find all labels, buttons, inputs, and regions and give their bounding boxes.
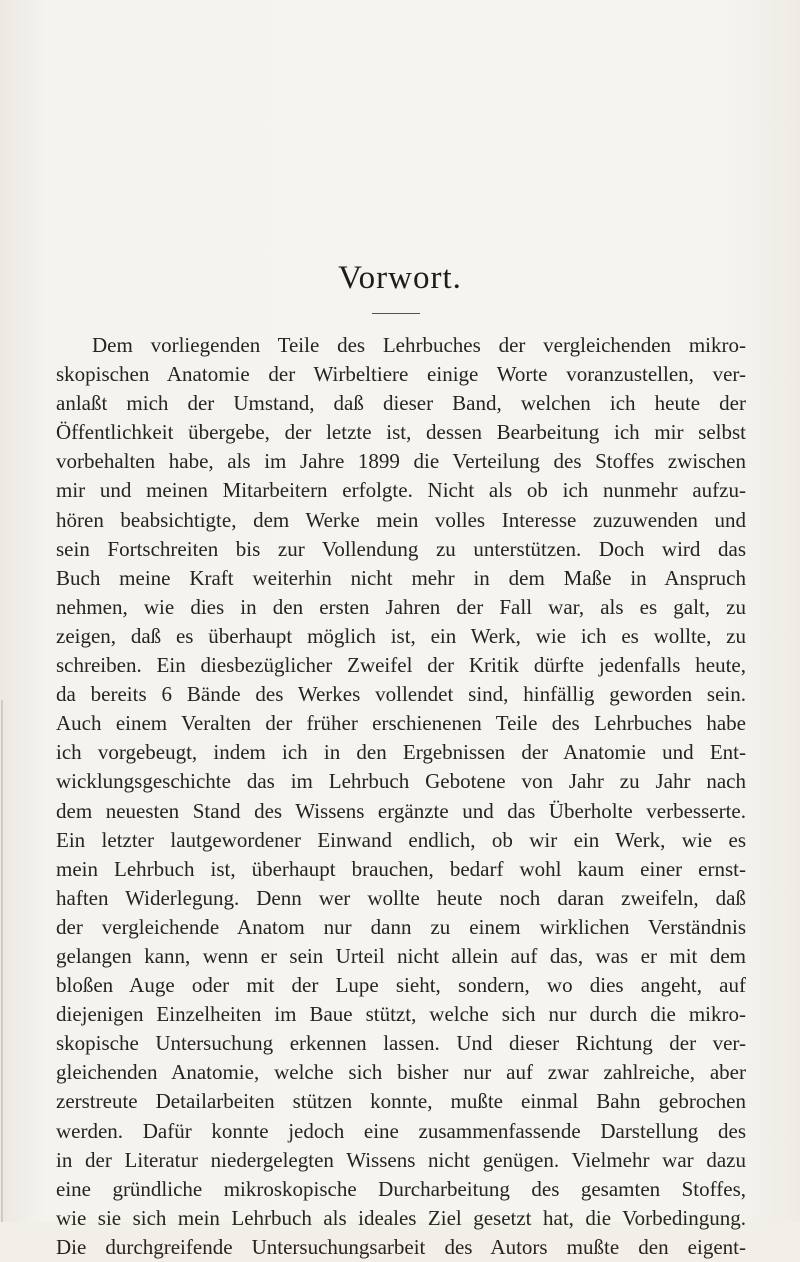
text-line: mein Lehrbuch ist, überhaupt brauchen, bedarf wohl kaum einer ernst-: [56, 856, 746, 881]
text-line: gelangen kann, wenn er sein Urteil nicht allein auf das, was er mit dem: [56, 943, 746, 968]
text-line: Ein letzter lautgewordener Einwand endlich, ob wir ein Werk, wie es: [56, 827, 746, 852]
text-line: eine gründliche mikroskopische Durcharbeitung des gesamten Stoffes,: [56, 1176, 746, 1201]
text-line: der vergleichende Anatom nur dann zu einem wirklichen Verständnis: [56, 914, 746, 939]
text-line: Die durchgreifende Untersuchungsarbeit des Autors mußte den eigent-: [56, 1234, 746, 1259]
text-line: ich vorgebeugt, indem ich in den Ergebnissen der Anatomie und Ent-: [56, 740, 746, 765]
text-line: sein Fortschreiten bis zur Vollendung zu unterstützen. Doch wird das: [56, 536, 746, 561]
text-line: vorbehalten habe, als im Jahre 1899 die Verteilung des Stoffes zwischen: [56, 449, 746, 474]
page-title: Vorwort.: [338, 260, 462, 296]
text-line: hören beabsichtigte, dem Werke mein volles Interesse zuzuwenden und: [56, 507, 746, 532]
text-line: gleichenden Anatomie, welche sich bisher nur auf zwar zahlreiche, aber: [56, 1060, 746, 1085]
text-line: anlaßt mich der Umstand, daß dieser Band, welchen ich heute der: [56, 391, 746, 416]
title-divider: [372, 313, 420, 314]
text-line: Öffentlichkeit übergebe, der letzte ist, dessen Bearbeitung ich mir selbst: [56, 420, 746, 445]
text-line: zeigen, daß es überhaupt möglich ist, ein Werk, wie ich es wollte, zu: [56, 623, 746, 648]
text-line: diejenigen Einzelheiten im Baue stützt, welche sich nur durch die mikro-: [56, 1002, 746, 1027]
text-line: wie sie sich mein Lehrbuch als ideales Ziel gesetzt hat, die Vorbedingung.: [56, 1205, 746, 1230]
text-line: zerstreute Detailarbeiten stützen konnte, mußte einmal Bahn gebrochen: [56, 1089, 746, 1114]
body-text: [56, 331, 746, 1262]
text-line: werden. Dafür konnte jedoch eine zusammenfassende Darstellung des: [56, 1118, 746, 1143]
text-line: schreiben. Ein diesbezüglicher Zweifel der Kritik dürfte jedenfalls heute,: [56, 653, 746, 678]
text-line: skopischen Anatomie der Wirbeltiere einige Worte voranzustellen, ver-: [56, 362, 746, 387]
text-line: wicklungsgeschichte das im Lehrbuch Gebotene von Jahr zu Jahr nach: [56, 769, 746, 794]
text-line: mir und meinen Mitarbeitern erfolgte. Nicht als ob ich nunmehr aufzu-: [56, 478, 746, 503]
text-line: Buch meine Kraft weiterhin nicht mehr in dem Maße in Anspruch: [56, 565, 746, 590]
text-line: nehmen, wie dies in den ersten Jahren der Fall war, als es galt, zu: [56, 594, 746, 619]
text-line: bloßen Auge oder mit der Lupe sieht, sondern, wo dies angeht, auf: [56, 973, 746, 998]
text-line: Dem vorliegenden Teile des Lehrbuches der vergleichenden mikro-: [92, 333, 746, 357]
text-line: in der Literatur niedergelegten Wissens nicht genügen. Vielmehr war dazu: [56, 1147, 746, 1172]
text-line: dem neuesten Stand des Wissens ergänzte und das Überholte verbesserte.: [56, 798, 746, 823]
text-line: da bereits 6 Bände des Werkes vollendet sind, hinfällig geworden sein.: [56, 682, 746, 707]
page-edge-shadow: [1, 700, 3, 1222]
text-line: haften Widerlegung. Denn wer wollte heute noch daran zweifeln, daß: [56, 885, 746, 910]
text-line: Auch einem Veralten der früher erschienenen Teile des Lehrbuches habe: [56, 711, 746, 736]
text-line: skopische Untersuchung erkennen lassen. Und dieser Richtung der ver-: [56, 1031, 746, 1056]
